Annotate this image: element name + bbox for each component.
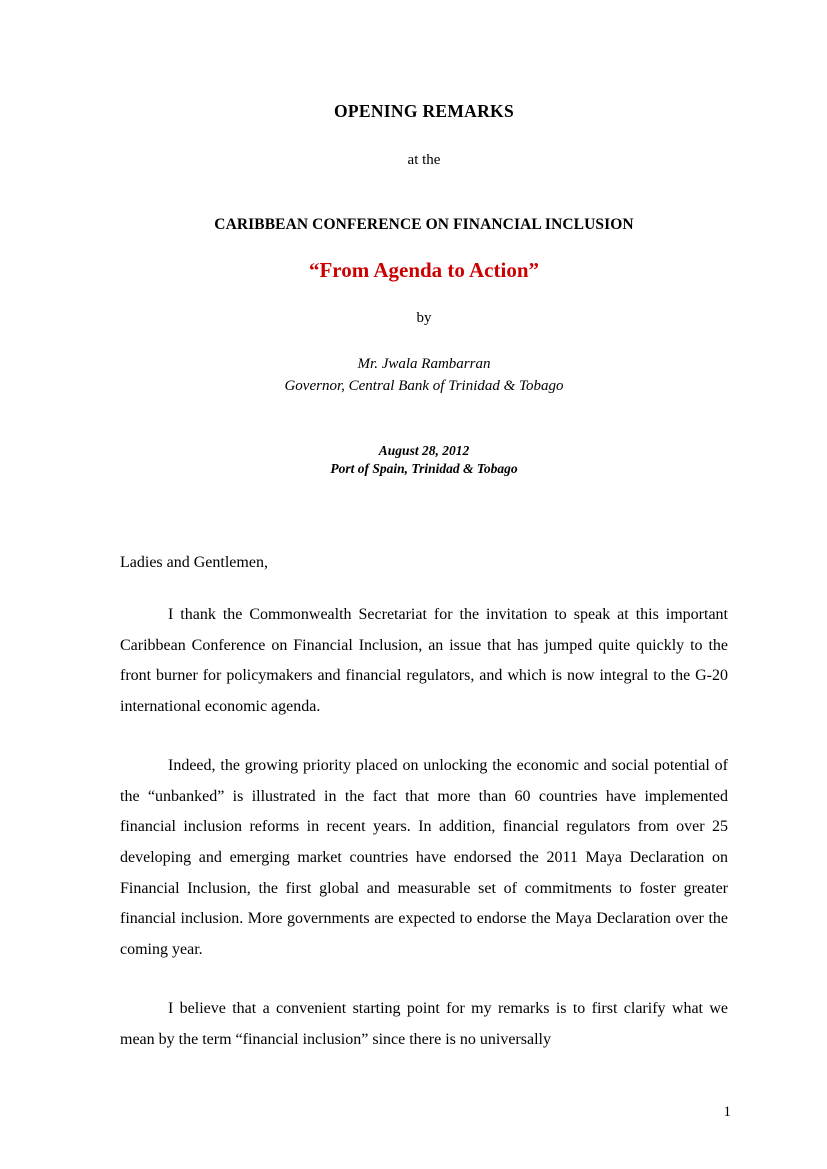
event-date: August 28, 2012 [378,442,470,458]
body-paragraph: I thank the Commonwealth Secretariat for the invitation to speak at this important Caribbean Conference on Financial Inclusion, an issue that has jumped quite quickly to the front burner for policymakers and financial regulators, and which is now integral to the G-20 international economic agenda. [120,605,728,716]
date-location-block [120,442,728,478]
event-location: Port of Spain, Trinidad & Tobago [330,460,518,476]
conference-title: CARIBBEAN CONFERENCE ON FINANCIAL INCLUSION [214,216,634,233]
document-content [120,0,728,1055]
page-number: 1 [723,1104,731,1120]
body-paragraph: Indeed, the growing priority placed on unlocking the economic and social potential of the “unbanked” is illustrated in the fact that more than 60 countries have implemented financial inclusion reforms in recent years. In addition, financial regulators from over 25 developing and emerging market countries have endorsed the 2011 Maya Declaration on Financial Inclusion, the first global and measurable set of commitments to foster greater financial inclusion. More governments are expected to endorse the Maya Declaration over the coming year. [120,756,728,959]
byline-connector: by [416,310,432,326]
conference-theme: “From Agenda to Action” [308,258,540,282]
title-connector: at the [407,152,441,168]
salutation: Ladies and Gentlemen, [120,553,268,571]
speaker-block [120,354,728,398]
speaker-role: Governor, Central Bank of Trinidad & Tobago [284,377,564,394]
page-title: OPENING REMARKS [334,101,514,121]
body-paragraph: I believe that a convenient starting point for my remarks is to first clarify what we mean by the term “financial inclusion” since there is no universally [120,999,728,1048]
speaker-name: Mr. Jwala Rambarran [357,356,491,372]
